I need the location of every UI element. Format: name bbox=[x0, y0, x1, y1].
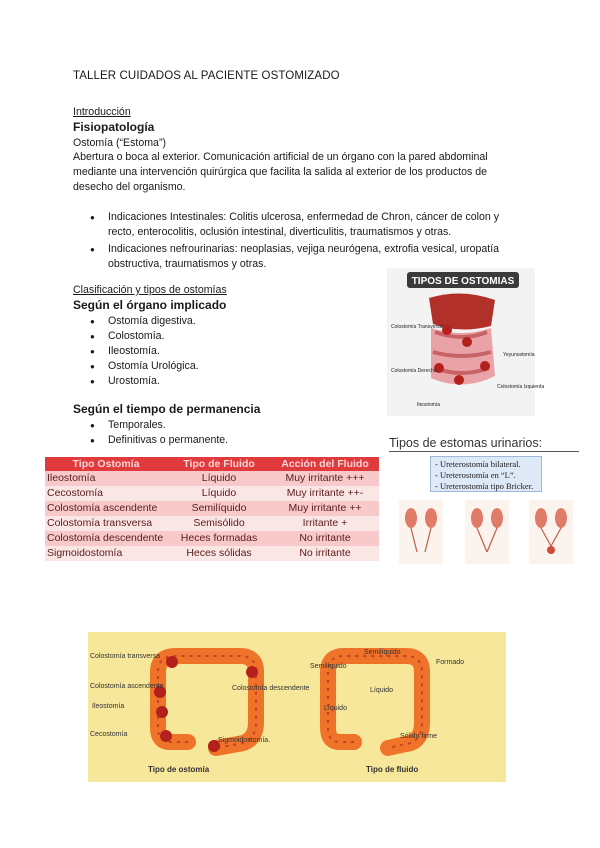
table-cell: Colostomía transversa bbox=[45, 516, 167, 531]
by-organ-list bbox=[108, 314, 199, 389]
colon-label: Colostomía ascendente bbox=[90, 683, 164, 690]
list-item: - Ureterostomía en “L”. bbox=[435, 470, 516, 480]
document-title: TALLER CUIDADOS AL PACIENTE OSTOMIZADO bbox=[73, 70, 340, 82]
colon-label: Ileostomía bbox=[92, 703, 125, 710]
table-row bbox=[45, 516, 379, 531]
table-header: Tipo Ostomía bbox=[45, 457, 167, 471]
colon-label: Sigmoidostomía. bbox=[218, 737, 271, 744]
table-cell: Muy irritante ++- bbox=[271, 486, 379, 501]
table-cell: No irritante bbox=[271, 531, 379, 546]
urinary-types-box bbox=[430, 456, 542, 492]
by-organ-heading: Según el órgano implicado bbox=[73, 298, 227, 312]
intro-heading: Introducción bbox=[73, 106, 131, 118]
table-header: Acción del Fluido bbox=[271, 457, 379, 471]
list-item: ● Definitivas o permanente. bbox=[108, 433, 228, 448]
table-cell: Muy irritante ++ bbox=[271, 501, 379, 516]
urinary-stoma-figure bbox=[387, 436, 583, 570]
table-cell: Líquido bbox=[167, 486, 271, 501]
list-item: ● Temporales. bbox=[108, 418, 228, 433]
table-cell: Líquido bbox=[167, 471, 271, 486]
table-cell: Semilíquido bbox=[167, 501, 271, 516]
table-cell: No irritante bbox=[271, 546, 379, 561]
table-cell: Colostomía descendente bbox=[45, 531, 167, 546]
table-row bbox=[45, 486, 379, 501]
table-cell: Ileostomía bbox=[45, 471, 167, 486]
indications-list bbox=[108, 210, 528, 274]
fluid-label: Líquido bbox=[370, 687, 393, 694]
figure-label: Colostomía Izquierda bbox=[497, 384, 545, 390]
fluid-label: Semilíquido bbox=[364, 649, 401, 656]
colon-label: Colostomía transversa bbox=[90, 653, 161, 660]
urinary-figure-title: Tipos de estomas urinarios: bbox=[389, 436, 543, 450]
table-cell: Muy irritante +++ bbox=[271, 471, 379, 486]
figure-label: Ileostomía bbox=[417, 402, 441, 408]
list-item: ● Ostomía Urológica. bbox=[108, 359, 199, 374]
fluid-label: Líquido bbox=[324, 705, 347, 712]
fluid-label: Semilíquido bbox=[310, 663, 347, 670]
table-cell: Cecostomía bbox=[45, 486, 167, 501]
table-cell: Semisólido bbox=[167, 516, 271, 531]
urinary-illustrations bbox=[387, 496, 583, 570]
table-row bbox=[45, 531, 379, 546]
colon-illustration bbox=[88, 632, 506, 782]
title-underline bbox=[389, 451, 579, 452]
figure-label: Colostomía Derecha bbox=[391, 368, 437, 374]
ostomy-types-illustration bbox=[387, 268, 545, 416]
ostomy-types-figure bbox=[387, 268, 545, 416]
figure-label: Colostomía Transversal bbox=[391, 324, 444, 330]
table-cell: Colostomía ascendente bbox=[45, 501, 167, 516]
list-item: ● Ostomía digestiva. bbox=[108, 314, 199, 329]
fluid-label: Formado bbox=[436, 659, 465, 666]
table-cell: Irritante + bbox=[271, 516, 379, 531]
table-row bbox=[45, 501, 379, 516]
table-header: Tipo de Fluido bbox=[167, 457, 271, 471]
table-cell: Heces formadas bbox=[167, 531, 271, 546]
by-time-list bbox=[108, 418, 228, 448]
fluid-label: Sólido firme bbox=[400, 733, 437, 740]
indication-urinary: ● Indicaciones nefrourinarias: neoplasias, vejiga neurógena, extrofia vesical, uropatía obstructiva, traumatismos y otras. bbox=[108, 242, 528, 272]
list-item: ● Colostomía. bbox=[108, 329, 199, 344]
figure-title: TIPOS DE OSTOMIAS bbox=[411, 276, 515, 287]
list-item: - Ureterostomía tipo Bricker. bbox=[435, 481, 534, 491]
table-row bbox=[45, 546, 379, 561]
figure-label: Yeyunostomía bbox=[503, 352, 535, 358]
indication-intestinal: ● Indicaciones Intestinales: Colitis ulcerosa, enfermedad de Chron, cáncer de colon y recto, enterocolitis, oclusión intestinal, diverticulitis, traumatismos y otras. bbox=[108, 210, 528, 240]
right-caption: Tipo de fluido bbox=[366, 765, 419, 774]
table-header-row bbox=[45, 457, 379, 471]
table-row bbox=[45, 471, 379, 486]
classification-heading: Clasificación y tipos de ostomías bbox=[73, 284, 227, 296]
list-item: ● Ileostomía. bbox=[108, 344, 199, 359]
fisiopatologia-heading: Fisiopatología bbox=[73, 120, 155, 134]
table-cell: Sigmoidostomía bbox=[45, 546, 167, 561]
ostomy-table bbox=[45, 457, 379, 561]
ostomia-term: Ostomía (“Estoma”) bbox=[73, 137, 167, 149]
left-caption: Tipo de ostomía bbox=[148, 765, 210, 774]
list-item: ● Urostomía. bbox=[108, 374, 199, 389]
by-time-heading: Según el tiempo de permanencia bbox=[73, 402, 261, 416]
colon-label: Colostomía descendente bbox=[232, 685, 310, 692]
ostomia-definition: Abertura o boca al exterior. Comunicación artificial de un órgano con la pared abdominal mediante una intervención quirúrgica que facilita la salida al exterior de los productos de desecho del organismo. bbox=[73, 151, 488, 193]
colon-label: Cecostomía bbox=[90, 731, 128, 738]
colon-figure bbox=[88, 632, 506, 782]
table-cell: Heces sólidas bbox=[167, 546, 271, 561]
list-item: - Ureterostomía bilateral. bbox=[435, 459, 521, 469]
